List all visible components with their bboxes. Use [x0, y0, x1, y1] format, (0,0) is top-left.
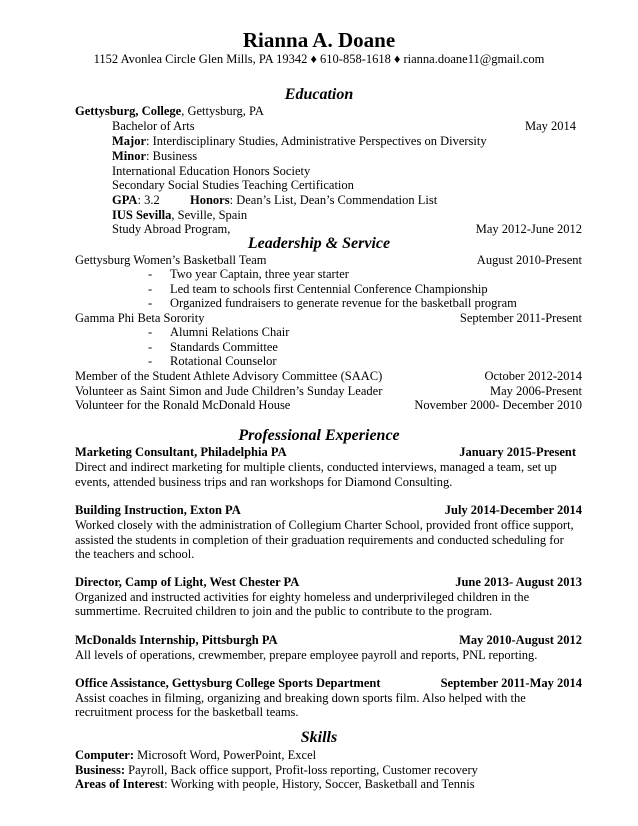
- dash-icon: -: [148, 340, 153, 354]
- list-item: [148, 325, 289, 339]
- section-title-experience: Professional Experience: [238, 427, 400, 444]
- saac-date: October 2012-2014: [484, 369, 582, 383]
- skills-business-value: Payroll, Back office support, Profit-loss reporting, Customer recovery: [125, 763, 478, 777]
- gpa-value: : 3.2: [137, 193, 160, 207]
- job-description-line: Assist coaches in filming, organizing and breaking down sports film. Also helped with the: [75, 691, 526, 705]
- skills-computer-label: Computer:: [75, 748, 135, 762]
- list-item: [148, 296, 517, 310]
- job-description-line: assisted the students in completion of their graduation requirements and conducted scheduling for: [75, 533, 564, 547]
- major-value: : Interdisciplinary Studies, Administrative Perspectives on Diversity: [146, 134, 487, 148]
- job-title: McDonalds Internship, Pittsburgh PA: [75, 633, 278, 647]
- volunteer-sunday-leader: Volunteer as Saint Simon and Jude Children’s Sunday Leader: [75, 384, 383, 398]
- volunteer-mcdonald-house-date: November 2000- December 2010: [414, 398, 582, 412]
- bullet-text: Alumni Relations Chair: [170, 325, 290, 339]
- skills-business: [75, 763, 478, 777]
- job-description-line: Organized and instructed activities for eighty homeless and underprivileged children in the: [75, 590, 530, 604]
- job-description-line: summertime. Recruited children to join and the public to contribute to the program.: [75, 604, 493, 618]
- skills-computer: [75, 748, 316, 762]
- school-location: , Gettysburg, PA: [181, 104, 264, 118]
- list-item: [148, 354, 277, 368]
- job-title: Director, Camp of Light, West Chester PA: [75, 575, 300, 589]
- abroad-school: IUS Sevilla: [112, 208, 172, 222]
- section-title-education: Education: [284, 86, 354, 103]
- basketball-date: August 2010-Present: [476, 253, 582, 267]
- job-date: June 2013- August 2013: [455, 575, 582, 589]
- gpa-label: GPA: [112, 193, 138, 207]
- dash-icon: -: [148, 325, 153, 339]
- minor-value: : Business: [146, 149, 198, 163]
- bullet-text: Led team to schools first Centennial Conference Championship: [170, 282, 488, 296]
- job-title: Office Assistance, Gettysburg College Sports Department: [75, 676, 381, 690]
- skills-interests-label: Areas of Interest: [75, 777, 165, 791]
- address: 1152 Avonlea Circle Glen Mills, PA 19342: [93, 52, 308, 66]
- skills-computer-value: Microsoft Word, PowerPoint, Excel: [134, 748, 317, 762]
- skills-interests: [75, 777, 475, 791]
- job-date: September 2011-May 2014: [440, 676, 582, 690]
- bullet-text: Rotational Counselor: [170, 354, 277, 368]
- job-title: Building Instruction, Exton PA: [75, 503, 241, 517]
- honors-society: International Education Honors Society: [112, 164, 311, 178]
- job-description-line: Worked closely with the administration of Collegium Charter School, provided front office support,: [75, 518, 574, 532]
- major-line: [112, 134, 487, 148]
- job-description-line: the teachers and school.: [75, 547, 195, 561]
- bullet-text: Organized fundraisers to generate revenue for the basketball program: [170, 296, 517, 310]
- section-title-skills: Skills: [300, 729, 338, 746]
- dash-icon: -: [148, 296, 153, 310]
- saac: Member of the Student Athlete Advisory Committee (SAAC): [75, 369, 383, 383]
- list-item: [148, 282, 488, 296]
- skills-business-label: Business:: [75, 763, 126, 777]
- abroad-program: Study Abroad Program,: [112, 222, 231, 236]
- school-line: [75, 104, 264, 118]
- job-date: July 2014-December 2014: [444, 503, 582, 517]
- abroad-school-line: [112, 208, 247, 222]
- job-date: January 2015-Present: [459, 445, 576, 459]
- phone: 610-858-1618: [320, 52, 391, 66]
- job-description-line: Direct and indirect marketing for multiple clients, conducted interviews, managed a team, set up: [75, 460, 557, 474]
- volunteer-mcdonald-house: Volunteer for the Ronald McDonald House: [75, 398, 291, 412]
- diamond-icon: ♦: [393, 52, 401, 66]
- list-item: [148, 340, 278, 354]
- honors-label: Honors: [190, 193, 230, 207]
- minor-line: [112, 149, 197, 163]
- dash-icon: -: [148, 282, 153, 296]
- abroad-date: May 2012-June 2012: [475, 222, 582, 236]
- school-name: Gettysburg, College: [75, 104, 182, 118]
- gpa-line: [112, 193, 160, 207]
- job-description-line: events, attended business trips and ran workshops for Diamond Consulting.: [75, 475, 453, 489]
- dash-icon: -: [148, 354, 153, 368]
- resume-name: Rianna A. Doane: [242, 28, 396, 52]
- sorority: Gamma Phi Beta Sorority: [75, 311, 205, 325]
- job-date: May 2010-August 2012: [459, 633, 582, 647]
- degree: Bachelor of Arts: [112, 119, 195, 133]
- minor-label: Minor: [112, 149, 147, 163]
- job-title: Marketing Consultant, Philadelphia PA: [75, 445, 287, 459]
- bullet-text: Two year Captain, three year starter: [170, 267, 349, 281]
- bullet-text: Standards Committee: [170, 340, 278, 354]
- abroad-location: , Seville, Spain: [171, 208, 248, 222]
- honors-line: [190, 193, 437, 207]
- major-label: Major: [112, 134, 147, 148]
- list-item: [148, 267, 349, 281]
- diamond-icon: ♦: [310, 52, 317, 66]
- basketball-team: Gettysburg Women’s Basketball Team: [75, 253, 267, 267]
- degree-date: May 2014: [524, 119, 576, 133]
- teaching-cert: Secondary Social Studies Teaching Certification: [112, 178, 354, 192]
- dash-icon: -: [148, 267, 153, 281]
- contact-line: [0, 52, 638, 66]
- job-description-line: All levels of operations, crewmember, prepare employee payroll and reports, PNL reporting.: [75, 648, 538, 662]
- skills-interests-value: : Working with people, History, Soccer, Basketball and Tennis: [164, 777, 475, 791]
- section-title-leadership: Leadership & Service: [247, 235, 391, 252]
- honors-value: : Dean’s List, Dean’s Commendation List: [229, 193, 438, 207]
- email: rianna.doane11@gmail.com: [403, 52, 545, 66]
- sorority-date: September 2011-Present: [459, 311, 582, 325]
- volunteer-sunday-leader-date: May 2006-Present: [490, 384, 582, 398]
- job-description-line: recruitment process for the basketball teams.: [75, 705, 299, 719]
